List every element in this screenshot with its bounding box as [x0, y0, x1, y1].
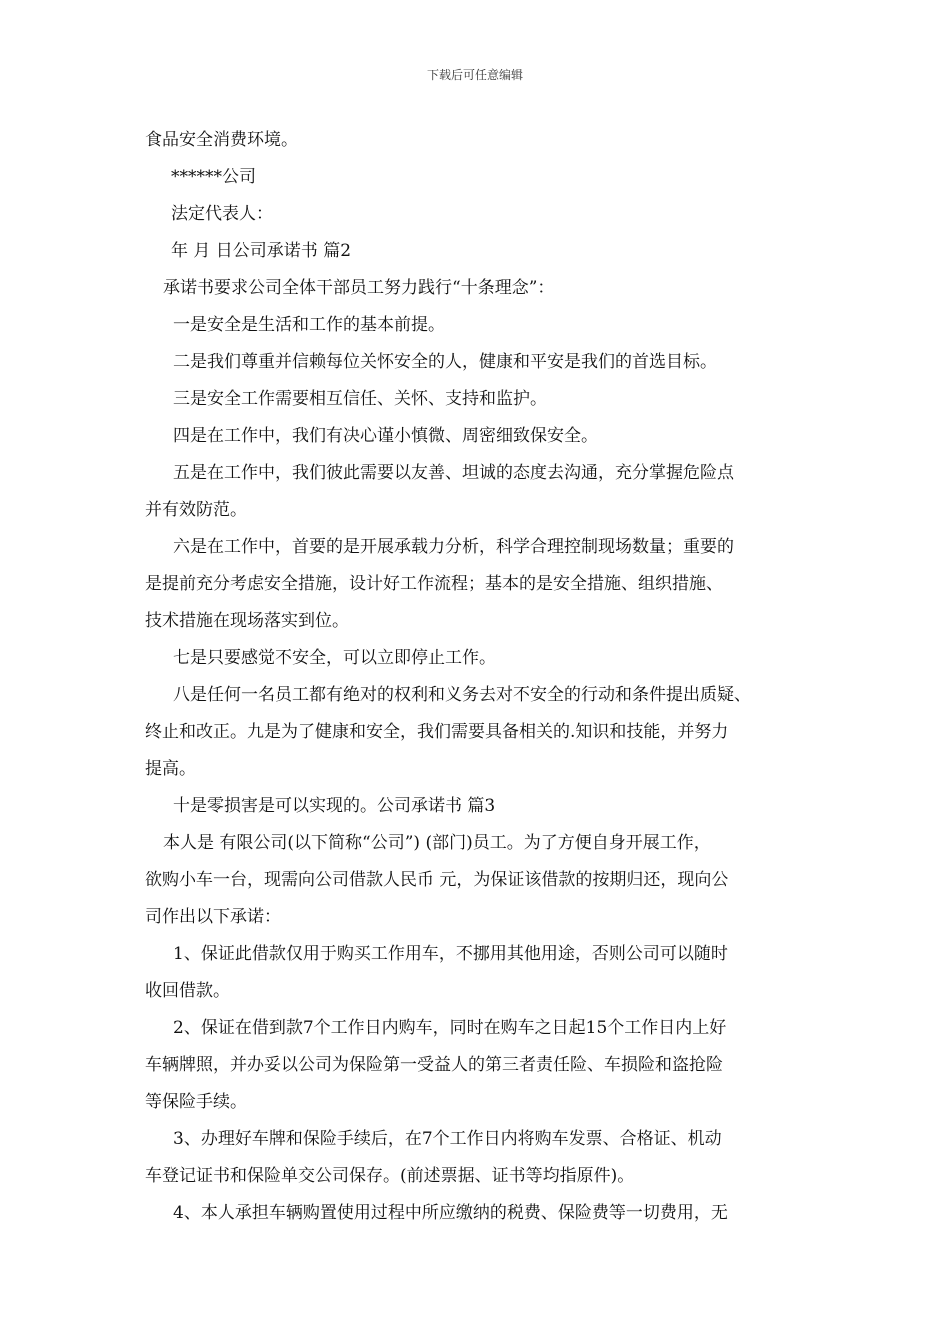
text-line: 提高。: [145, 759, 196, 779]
text-line: 技术措施在现场落实到位。: [145, 611, 349, 631]
text-line: 四是在工作中，我们有决心谨小慎微、周密细致保安全。: [173, 426, 598, 446]
text-line: 法定代表人：: [171, 204, 273, 224]
text-line: 七是只要感觉不安全，可以立即停止工作。: [173, 648, 496, 668]
text-line: 1、保证此借款仅用于购买工作用车，不挪用其他用途，否则公司可以随时: [173, 944, 728, 964]
text-line: 是提前充分考虑安全措施，设计好工作流程；基本的是安全措施、组织措施、: [145, 574, 723, 594]
text-line: 4、本人承担车辆购置使用过程中所应缴纳的税费、保险费等一切费用，无: [173, 1203, 728, 1223]
text-line: 十是零损害是可以实现的。公司承诺书 篇3: [173, 796, 496, 816]
text-line: 五是在工作中，我们彼此需要以友善、坦诚的态度去沟通，充分掌握危险点: [173, 463, 734, 483]
text-line: 食品安全消费环境。: [145, 130, 298, 150]
text-line: 并有效防范。: [145, 500, 247, 520]
text-line: 三是安全工作需要相互信任、关怀、支持和监护。: [173, 389, 547, 409]
text-line: 欲购小车一台，现需向公司借款人民币 元，为保证该借款的按期归还，现向公: [145, 870, 729, 890]
text-line: 一是安全是生活和工作的基本前提。: [173, 315, 445, 335]
page-header: 下载后可任意编辑: [426, 68, 523, 82]
text-line: 3、办理好车牌和保险手续后，在7个工作日内将购车发票、合格证、机动: [173, 1129, 722, 1149]
document-body: [145, 122, 805, 1232]
text-line: 车辆牌照，并办妥以公司为保险第一受益人的第三者责任险、车损险和盗抢险: [145, 1055, 723, 1075]
text-line: ******公司: [171, 167, 256, 187]
text-line: 八是任何一名员工都有绝对的权利和义务去对不安全的行动和条件提出质疑、: [173, 685, 751, 705]
text-line: 年 月 日公司承诺书 篇2: [171, 241, 352, 261]
text-line: 本人是 有限公司(以下简称“公司”) (部门)员工。为了方便自身开展工作，: [163, 833, 711, 853]
text-line: 等保险手续。: [145, 1092, 247, 1112]
text-line: 2、保证在借到款7个工作日内购车，同时在购车之日起15个工作日内上好: [173, 1018, 727, 1038]
text-line: 终止和改正。九是为了健康和安全，我们需要具备相关的.知识和技能，并努力: [145, 722, 729, 742]
text-line: 承诺书要求公司全体干部员工努力践行“十条理念”：: [163, 278, 555, 298]
text-line: 车登记证书和保险单交公司保存。(前述票据、证书等均指原件)。: [145, 1166, 635, 1186]
text-line: 六是在工作中，首要的是开展承载力分析，科学合理控制现场数量；重要的: [173, 537, 734, 557]
text-line: 二是我们尊重并信赖每位关怀安全的人，健康和平安是我们的首选目标。: [173, 352, 717, 372]
text-line: 司作出以下承诺：: [145, 907, 281, 927]
text-line: 收回借款。: [145, 981, 230, 1001]
